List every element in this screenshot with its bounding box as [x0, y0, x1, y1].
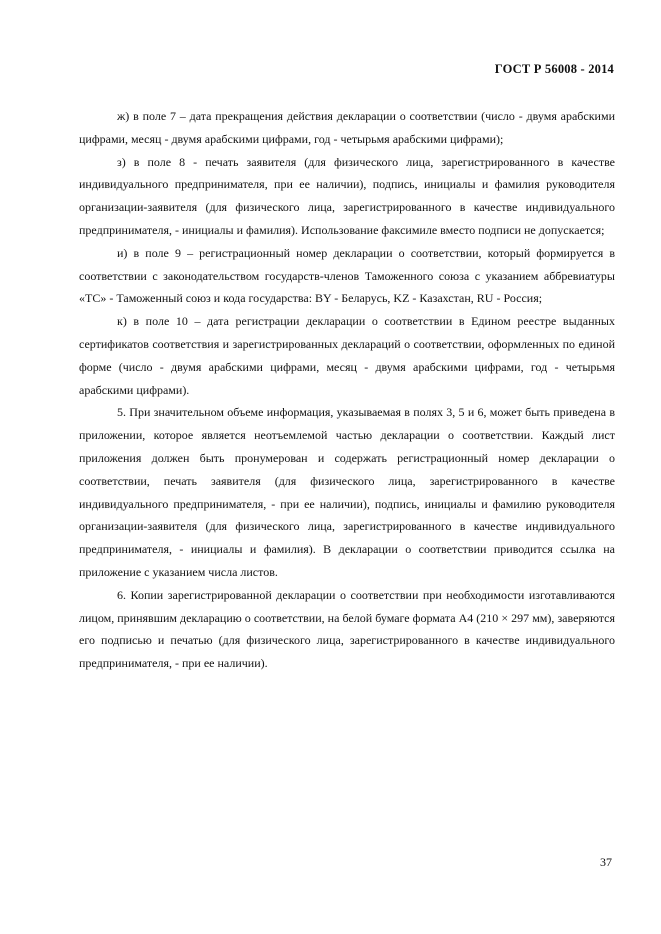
document-header: ГОСТ Р 56008 - 2014 — [494, 62, 614, 76]
page-number: 37 — [600, 855, 612, 869]
document-body — [79, 105, 615, 675]
paragraph-item-k: к) в поле 10 – дата регистрации декларации о соответствии в Едином реестре выданных сертификатов соответствия и зарегистрированных деклараций о соответствии, оформленных по единой форме (число - двумя арабскими цифрами, месяц - двумя арабскими цифрами, год - четырьмя арабскими цифрами). — [79, 314, 615, 397]
paragraph-item-zh: ж) в поле 7 – дата прекращения действия декларации о соответствии (число - двумя арабскими цифрами, месяц - двумя арабскими цифрами, год - четырьмя арабскими цифрами); — [79, 109, 615, 146]
paragraph-item-z: з) в поле 8 - печать заявителя (для физического лица, зарегистрированного в качестве индивидуального предпринимателя, при ее наличии), подпись, инициалы и фамилия руководителя организации-заявителя (для физического лица, зарегистрированного в качестве индивидуального предпринимателя, - инициалы и фамилия). Использование факсимиле вместо подписи не допускается; — [79, 154, 615, 237]
paragraph-item-i: и) в поле 9 – регистрационный номер декларации о соответствии, который формируется в соответствии с законодательством государств-членов Таможенного союза с указанием аббревиатуры «ТС» - Таможенный союз и кода государства: BY - Беларусь, KZ - Казахстан, RU - Россия; — [79, 245, 615, 306]
paragraph-clause-6: 6. Копии зарегистрированной декларации о соответствии при необходимости изготавливаются лицом, принявшим декларацию о соответствии, на белой бумаге формата А4 (210 × 297 мм), заверяются его подписью и печатью (для физического лица, зарегистрированного в качестве индивидуального предпринимателя, - при ее наличии). — [79, 587, 615, 671]
paragraph-clause-5: 5. При значительном объеме информация, указываемая в полях 3, 5 и 6, может быть приведена в приложении, которое является неотъемлемой частью декларации о соответствии. Каждый лист приложения должен быть пронумерован и содержать регистрационный номер декларации о соответствии, печать заявителя (для физического лица, зарегистрированного в качестве индивидуального предпринимателя, - при ее наличии), подпись, инициалы и фамилию руководителя организации-заявителя (для физического лица, зарегистрированного в качестве индивидуального предпринимателя, - инициалы и фамилия). В декларации о соответствии приводится ссылка на приложение с указанием числа листов. — [79, 405, 615, 579]
